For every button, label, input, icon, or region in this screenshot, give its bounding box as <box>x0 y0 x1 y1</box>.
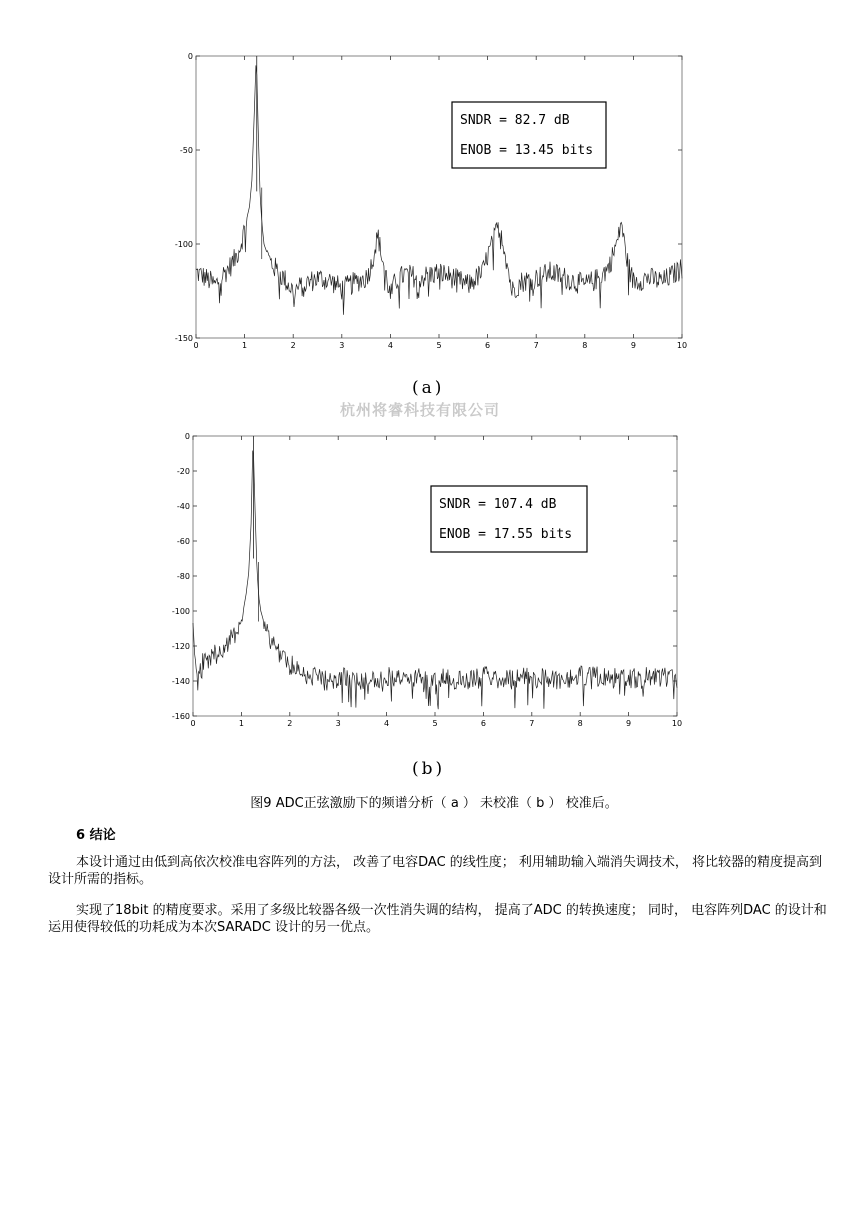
y-tick-label: 0 <box>184 432 190 441</box>
y-tick-label: -160 <box>171 712 190 721</box>
x-tick-label: 0 <box>193 341 199 350</box>
y-tick-label: -80 <box>176 572 190 581</box>
x-tick-label: 9 <box>626 719 632 728</box>
y-tick-label: -120 <box>171 642 190 651</box>
watermark: 杭州将睿科技有限公司 <box>340 401 501 419</box>
spectrum-chart-b <box>163 424 693 738</box>
x-tick-label: 1 <box>238 719 244 728</box>
section-heading: 6 结论 <box>76 828 116 843</box>
x-tick-label: 6 <box>480 719 486 728</box>
figure-caption: 图9 ADC正弦激励下的频谱分析（ a ） 未校准（ b ） 校准后。 <box>250 796 618 811</box>
x-tick-label: 6 <box>485 341 491 350</box>
y-tick-label: 0 <box>187 52 193 61</box>
x-tick-label: 10 <box>671 719 683 728</box>
y-tick-label: -100 <box>174 240 193 249</box>
metrics-box <box>431 486 587 552</box>
spectrum-series-line <box>196 65 682 314</box>
y-tick-label: -140 <box>171 677 190 686</box>
enob-label: ENOB = 17.55 bits <box>439 527 573 542</box>
x-tick-label: 1 <box>242 341 248 350</box>
x-tick-label: 10 <box>676 341 688 350</box>
x-tick-label: 2 <box>287 719 293 728</box>
x-tick-label: 7 <box>529 719 535 728</box>
x-tick-label: 7 <box>533 341 539 350</box>
metrics-box <box>452 102 606 168</box>
y-tick-label: -40 <box>176 502 190 511</box>
y-tick-label: -150 <box>174 334 193 343</box>
sndr-label: SNDR = 82.7 dB <box>460 113 570 128</box>
x-tick-label: 8 <box>577 719 583 728</box>
x-tick-label: 9 <box>630 341 636 350</box>
x-tick-label: 5 <box>436 341 442 350</box>
spectrum-chart-a <box>170 46 700 356</box>
x-tick-label: 4 <box>384 719 390 728</box>
x-tick-label: 3 <box>339 341 345 350</box>
paragraph-1: 本设计通过由低到高依次校准电容阵列的方法， 改善了电容DAC 的线性度； 利用辅助输入端消失调技术， 将比较器的精度提高到设计所需的指标。 <box>48 855 823 887</box>
x-tick-label: 2 <box>290 341 296 350</box>
x-tick-label: 4 <box>387 341 393 350</box>
sndr-label: SNDR = 107.4 dB <box>439 497 557 512</box>
x-tick-label: 0 <box>190 719 196 728</box>
enob-label: ENOB = 13.45 bits <box>460 143 594 158</box>
y-tick-label: -100 <box>171 607 190 616</box>
y-tick-label: -60 <box>176 537 190 546</box>
y-tick-label: -20 <box>176 467 190 476</box>
spectrum-plot-a <box>170 46 700 356</box>
subfigure-label-a: (a) <box>412 378 445 398</box>
metrics-box-border <box>431 486 587 552</box>
metrics-box-border <box>452 102 606 168</box>
x-tick-label: 8 <box>582 341 588 350</box>
y-tick-label: -50 <box>179 146 193 155</box>
paragraph-2: 实现了18bit 的精度要求。采用了多级比较器各级一次性消失调的结构， 提高了ADC 的转换速度； 同时， 电容阵列DAC 的设计和运用使得较低的功耗成为本次SARADC 设计的另一优点。 <box>48 903 827 935</box>
plot-frame <box>196 56 682 338</box>
subfigure-label-b: (b) <box>412 759 446 779</box>
spectrum-plot-b <box>163 424 693 738</box>
x-tick-label: 3 <box>335 719 341 728</box>
x-tick-label: 5 <box>432 719 438 728</box>
